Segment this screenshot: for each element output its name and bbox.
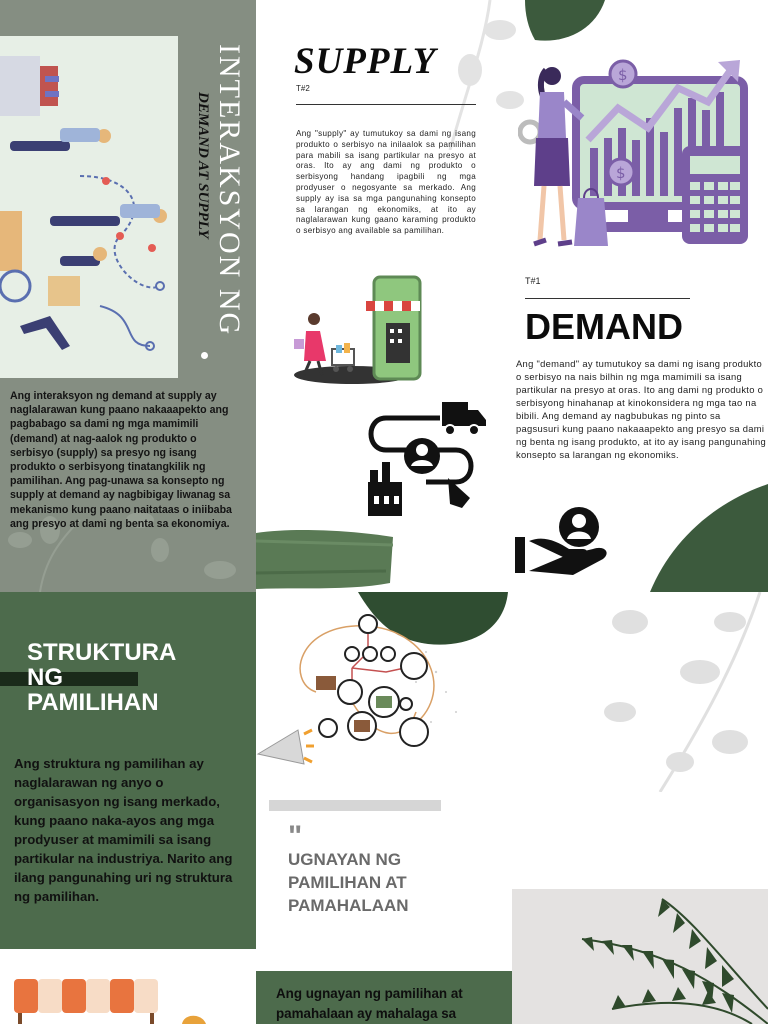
- hand-with-person-icon: [513, 505, 613, 577]
- header-bar: [269, 800, 441, 811]
- bullet-dot: [201, 352, 208, 359]
- relation-title-line2: PAMILIHAN AT: [288, 873, 407, 892]
- relation-paragraph: Ang ugnayan ng pamilihan at pamahalaan ay mahalaga sa: [276, 986, 463, 1021]
- shop-with-shopper-icon: [292, 275, 427, 385]
- palm-plant-photo: [512, 889, 768, 1024]
- brush-stroke-decoration: [256, 527, 393, 591]
- structure-title-line3: PAMILIHAN: [27, 689, 159, 716]
- structure-title: [27, 640, 176, 715]
- supply-title: SUPPLY: [294, 41, 437, 82]
- market-stall-icon: [12, 977, 212, 1024]
- structure-title-line1: STRUKTURA: [27, 639, 177, 666]
- svg-text:$: $: [618, 66, 628, 84]
- panel-subtitle: DEMAND AT SUPPLY: [195, 92, 211, 239]
- intro-panel: [0, 0, 256, 592]
- analyst-with-chart-icon: [518, 58, 750, 254]
- relation-title-line1: UGNAYAN NG: [288, 850, 402, 869]
- divider: [525, 298, 690, 299]
- workflow-illustration: [0, 36, 178, 378]
- leaf-blob-decoration: [525, 0, 605, 42]
- relation-title: [288, 848, 409, 917]
- structure-title-line2: NG: [27, 664, 63, 691]
- megaphone-icon: [256, 724, 316, 772]
- quote-mark: ": [288, 820, 303, 853]
- demand-tag: T#1: [525, 276, 541, 286]
- delivery-truck-flow-icon: [366, 400, 486, 518]
- demand-title: DEMAND: [525, 306, 683, 347]
- foliage-decoration-icon: [600, 592, 768, 792]
- divider: [296, 104, 476, 105]
- workflow-people-icon: [0, 36, 178, 378]
- relation-title-line3: PAMAHALAAN: [288, 896, 409, 915]
- panel-title: INTERAKSYON NG: [213, 44, 246, 337]
- supply-paragraph: Ang "supply" ay tumutukoy sa dami ng isang produkto o serbisyo na inilaalok sa pamilihan para mabili sa isang partikular na presyo at oras. Ito ay ang dami ng produkto o serbisyong handang ipagbili ng mga prodyuser o negosyante sa merkado. Ang supply ay isa sa mga pangunahing konsepto sa larangan ng ekonomiks, at ito ay naglalarawan kung gaano karaming produkto o serbisyo ang available sa pamilihan.: [296, 129, 476, 236]
- svg-text:$: $: [616, 164, 626, 182]
- leaf-blob-decoration: [650, 484, 768, 592]
- foliage-decoration-icon: [430, 0, 530, 150]
- demand-paragraph: Ang "demand" ay tumutukoy sa dami ng isang produkto o serbisyo na nais bilhin ng mga mamimili sa isang partikular na presyo at oras. Ito ang dami ng produkto o serbisyong hinahanap at kinokonsidera ng mga tao na bibili. Ang demand ay nagbubukas ng pinto sa pagsusuri kung paano nakaaapekto ang presyo sa dami ng benta ng isang produkto, at ito ay isang pangunahing konsepto sa larangan ng ekonomiks.: [516, 358, 767, 460]
- supply-tag: T#2: [296, 84, 310, 93]
- structure-paragraph: Ang struktura ng pamilihan ay naglalarawan ng anyo o organisasyon ng isang merkado, kung paano naka-ayos ang mga prodyuser at mamimili sa isang partikular na industriya. Narito ang ilang pangunahing uri ng struktura ng pamilihan.: [14, 756, 233, 904]
- intro-paragraph: Ang interaksyon ng demand at supply ay naglalarawan kung paano nakaaapekto ang pagbabago sa dami ng mga mamimili (demand) at nag-aalok ng produkto o serbisyo (supply) sa presyo ng isang produkto o serbisyong tinatangkilik ng pamilihan. Ang pag-unawa sa konsepto ng supply at demand ay nagbibigay liwanag sa mekanismo kung paano naitataas o iniibaba ang presyo at dami ng benta sa ekonomiya.: [10, 390, 232, 530]
